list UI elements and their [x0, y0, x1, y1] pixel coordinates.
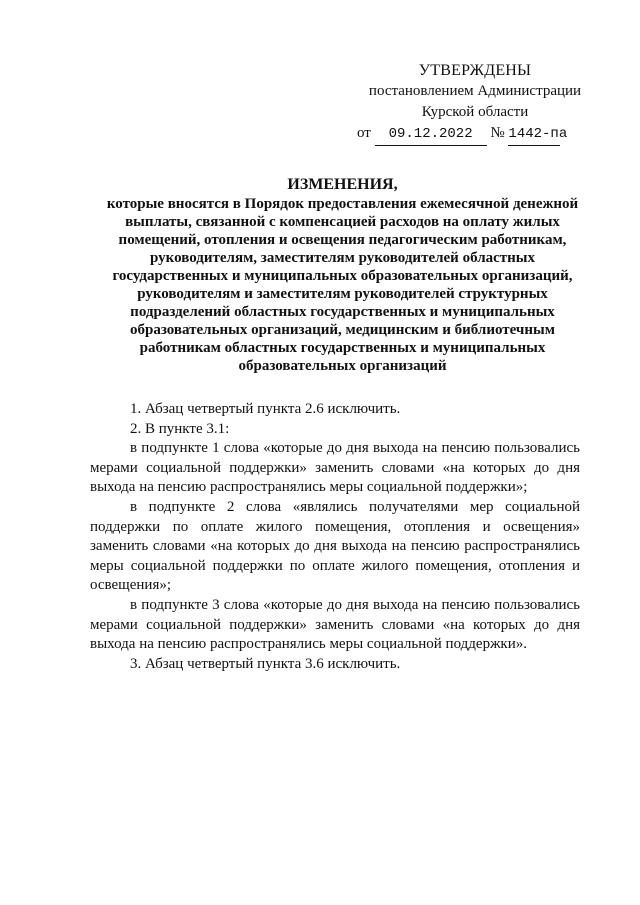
- document-title-block: [100, 176, 585, 375]
- paragraph-1: 1. Абзац четвертый пункта 2.6 исключить.: [130, 401, 401, 417]
- paragraph-3: в подпункте 1 слова «которые до дня выхода на пенсию пользовались мерами социальной поддержки» заменить словами «на которых до дня выхода на пенсию распространялись меры социальной поддержки»;: [90, 440, 580, 496]
- document-subtitle: которые вносятся в Порядок предоставления ежемесячной денежной выплаты, связанной с компенсацией расходов на оплату жилых помещений, отопления и освещения педагогическим работникам, руководителям, заместителям руководителей областных государственных и муниципальных образовательных организаций, руководителям и заместителям руководителей структурных подразделений областных государственных и муниципальных образовательных организаций, медицинским и библиотечным работникам областных государственных и муниципальных образовательных организаций: [106, 196, 579, 374]
- approval-heading: УТВЕРЖДЕНЫ: [418, 62, 532, 79]
- document-title: ИЗМЕНЕНИЯ,: [287, 176, 398, 193]
- paragraph-6: 3. Абзац четвертый пункта 3.6 исключить.: [130, 655, 401, 672]
- approval-line-1: постановлением Администрации: [368, 83, 582, 99]
- approval-line-2: Курской области: [421, 104, 529, 120]
- approval-number: 1442-па: [508, 124, 560, 146]
- approval-date-line: [355, 123, 595, 146]
- approval-stamp: [355, 60, 595, 146]
- paragraph-4: в подпункте 2 слова «являлись получателями мер социальной поддержки по оплате жилого помещения, отопления и освещения» заменить словами «на которых до дня выхода на пенсию распространялись меры социальной поддержки по оплате жилого помещения, отопления и освещения»;: [90, 498, 580, 594]
- document-body: [90, 400, 580, 674]
- approval-date: 09.12.2022: [375, 124, 487, 146]
- paragraph-5: в подпункте 3 слова «которые до дня выхода на пенсию пользовались мерами социальной поддержки» заменить словами «на которых до дня выхода на пенсию распространялись меры социальной поддержки».: [90, 596, 580, 653]
- paragraph-2: 2. В пункте 3.1:: [130, 420, 230, 437]
- number-prefix: №: [490, 125, 505, 141]
- date-prefix: от: [357, 125, 371, 141]
